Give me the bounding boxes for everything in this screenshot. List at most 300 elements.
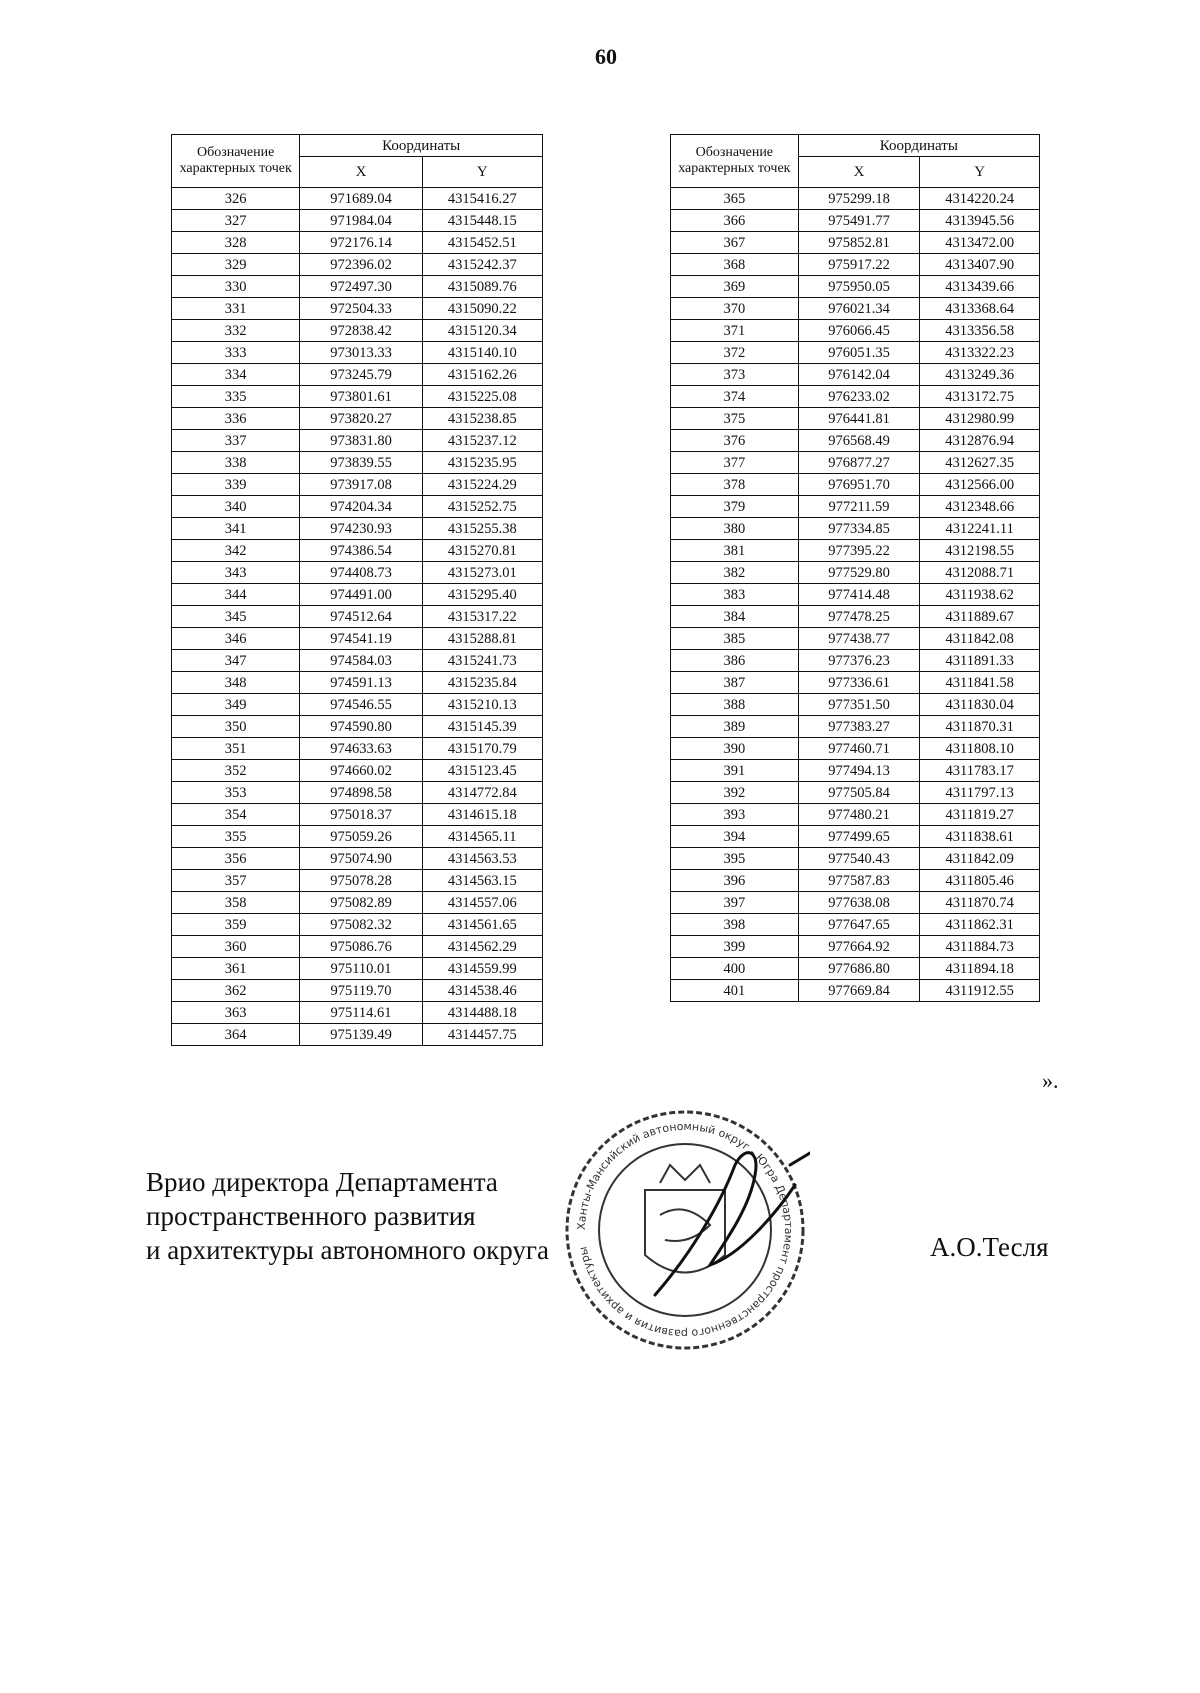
x-coordinate-cell: 975491.77 xyxy=(798,210,920,232)
table-row xyxy=(671,320,1040,342)
point-id-cell: 338 xyxy=(172,452,300,474)
point-id-cell: 367 xyxy=(671,232,799,254)
x-coordinate-cell: 975082.32 xyxy=(300,914,422,936)
header-coordinates: Координаты xyxy=(798,135,1039,157)
y-coordinate-cell: 4311912.55 xyxy=(920,980,1040,1002)
table-row xyxy=(172,188,543,210)
table-row xyxy=(671,826,1040,848)
point-id-cell: 384 xyxy=(671,606,799,628)
x-coordinate-cell: 972176.14 xyxy=(300,232,422,254)
header-y: Y xyxy=(422,157,542,188)
point-id-cell: 346 xyxy=(172,628,300,650)
point-id-cell: 326 xyxy=(172,188,300,210)
point-id-cell: 368 xyxy=(671,254,799,276)
table-row xyxy=(172,430,543,452)
point-id-cell: 359 xyxy=(172,914,300,936)
y-coordinate-cell: 4315162.26 xyxy=(422,364,542,386)
x-coordinate-cell: 977438.77 xyxy=(798,628,920,650)
y-coordinate-cell: 4311805.46 xyxy=(920,870,1040,892)
point-id-cell: 336 xyxy=(172,408,300,430)
table-row xyxy=(671,936,1040,958)
y-coordinate-cell: 4315145.39 xyxy=(422,716,542,738)
point-id-cell: 360 xyxy=(172,936,300,958)
table-row xyxy=(671,628,1040,650)
x-coordinate-cell: 975299.18 xyxy=(798,188,920,210)
x-coordinate-cell: 974204.34 xyxy=(300,496,422,518)
point-id-cell: 392 xyxy=(671,782,799,804)
y-coordinate-cell: 4312241.11 xyxy=(920,518,1040,540)
x-coordinate-cell: 973917.08 xyxy=(300,474,422,496)
table-body-left xyxy=(172,188,543,1046)
y-coordinate-cell: 4315140.10 xyxy=(422,342,542,364)
table-row xyxy=(671,386,1040,408)
point-id-cell: 363 xyxy=(172,1002,300,1024)
point-id-cell: 369 xyxy=(671,276,799,298)
point-id-cell: 331 xyxy=(172,298,300,320)
y-coordinate-cell: 4312566.00 xyxy=(920,474,1040,496)
point-id-cell: 372 xyxy=(671,342,799,364)
signature-title xyxy=(146,1165,549,1267)
x-coordinate-cell: 972497.30 xyxy=(300,276,422,298)
x-coordinate-cell: 974633.63 xyxy=(300,738,422,760)
table-row xyxy=(172,672,543,694)
y-coordinate-cell: 4312088.71 xyxy=(920,562,1040,584)
y-coordinate-cell: 4315089.76 xyxy=(422,276,542,298)
point-id-cell: 382 xyxy=(671,562,799,584)
y-coordinate-cell: 4314562.29 xyxy=(422,936,542,958)
point-id-cell: 327 xyxy=(172,210,300,232)
signer-name: А.О.Тесля xyxy=(930,1232,1049,1262)
table-row xyxy=(671,672,1040,694)
table-row xyxy=(172,826,543,848)
y-coordinate-cell: 4311891.33 xyxy=(920,650,1040,672)
y-coordinate-cell: 4314538.46 xyxy=(422,980,542,1002)
point-id-cell: 386 xyxy=(671,650,799,672)
point-id-cell: 395 xyxy=(671,848,799,870)
point-id-cell: 389 xyxy=(671,716,799,738)
table-row xyxy=(671,760,1040,782)
x-coordinate-cell: 977499.65 xyxy=(798,826,920,848)
y-coordinate-cell: 4314488.18 xyxy=(422,1002,542,1024)
table-row xyxy=(172,804,543,826)
point-id-cell: 357 xyxy=(172,870,300,892)
table-row xyxy=(172,452,543,474)
point-id-cell: 373 xyxy=(671,364,799,386)
x-coordinate-cell: 974512.64 xyxy=(300,606,422,628)
point-id-cell: 337 xyxy=(172,430,300,452)
y-coordinate-cell: 4315255.38 xyxy=(422,518,542,540)
table-row xyxy=(671,254,1040,276)
y-coordinate-cell: 4311808.10 xyxy=(920,738,1040,760)
x-coordinate-cell: 976233.02 xyxy=(798,386,920,408)
table-row xyxy=(671,782,1040,804)
y-coordinate-cell: 4315210.13 xyxy=(422,694,542,716)
table-row xyxy=(671,408,1040,430)
point-id-cell: 375 xyxy=(671,408,799,430)
y-coordinate-cell: 4312348.66 xyxy=(920,496,1040,518)
x-coordinate-cell: 977395.22 xyxy=(798,540,920,562)
x-coordinate-cell: 977505.84 xyxy=(798,782,920,804)
x-coordinate-cell: 975950.05 xyxy=(798,276,920,298)
point-id-cell: 335 xyxy=(172,386,300,408)
table-body-right xyxy=(671,188,1040,1002)
y-coordinate-cell: 4315123.45 xyxy=(422,760,542,782)
x-coordinate-cell: 977414.48 xyxy=(798,584,920,606)
table-row xyxy=(671,364,1040,386)
table-row xyxy=(671,804,1040,826)
x-coordinate-cell: 974541.19 xyxy=(300,628,422,650)
x-coordinate-cell: 976951.70 xyxy=(798,474,920,496)
table-row xyxy=(172,474,543,496)
table-row xyxy=(671,496,1040,518)
point-id-cell: 390 xyxy=(671,738,799,760)
y-coordinate-cell: 4313945.56 xyxy=(920,210,1040,232)
y-coordinate-cell: 4312876.94 xyxy=(920,430,1040,452)
table-row xyxy=(172,496,543,518)
svg-text:Ханты-Мансийский автономный ок xyxy=(575,1120,795,1340)
point-id-cell: 340 xyxy=(172,496,300,518)
table-row xyxy=(172,848,543,870)
y-coordinate-cell: 4312627.35 xyxy=(920,452,1040,474)
x-coordinate-cell: 974546.55 xyxy=(300,694,422,716)
x-coordinate-cell: 974386.54 xyxy=(300,540,422,562)
table-row xyxy=(671,914,1040,936)
point-id-cell: 354 xyxy=(172,804,300,826)
x-coordinate-cell: 977664.92 xyxy=(798,936,920,958)
x-coordinate-cell: 975078.28 xyxy=(300,870,422,892)
x-coordinate-cell: 975059.26 xyxy=(300,826,422,848)
table-row xyxy=(671,738,1040,760)
table-row xyxy=(172,276,543,298)
page-number: 60 xyxy=(595,44,617,69)
y-coordinate-cell: 4314457.75 xyxy=(422,1024,542,1046)
y-coordinate-cell: 4315242.37 xyxy=(422,254,542,276)
table-row xyxy=(172,716,543,738)
table-row xyxy=(671,716,1040,738)
y-coordinate-cell: 4315235.84 xyxy=(422,672,542,694)
table-row xyxy=(172,738,543,760)
table-row xyxy=(671,540,1040,562)
point-id-cell: 328 xyxy=(172,232,300,254)
y-coordinate-cell: 4315252.75 xyxy=(422,496,542,518)
table-row xyxy=(671,188,1040,210)
x-coordinate-cell: 975074.90 xyxy=(300,848,422,870)
y-coordinate-cell: 4312198.55 xyxy=(920,540,1040,562)
table-row xyxy=(172,936,543,958)
x-coordinate-cell: 977638.08 xyxy=(798,892,920,914)
table-row xyxy=(671,210,1040,232)
point-id-cell: 396 xyxy=(671,870,799,892)
table-row xyxy=(172,408,543,430)
point-id-cell: 361 xyxy=(172,958,300,980)
y-coordinate-cell: 4311870.74 xyxy=(920,892,1040,914)
point-id-cell: 388 xyxy=(671,694,799,716)
y-coordinate-cell: 4313439.66 xyxy=(920,276,1040,298)
coordinates-table-right xyxy=(670,134,1040,1002)
x-coordinate-cell: 974230.93 xyxy=(300,518,422,540)
table-row xyxy=(671,518,1040,540)
y-coordinate-cell: 4314561.65 xyxy=(422,914,542,936)
x-coordinate-cell: 975110.01 xyxy=(300,958,422,980)
table-row xyxy=(671,430,1040,452)
x-coordinate-cell: 977686.80 xyxy=(798,958,920,980)
header-y: Y xyxy=(920,157,1040,188)
y-coordinate-cell: 4313368.64 xyxy=(920,298,1040,320)
x-coordinate-cell: 972396.02 xyxy=(300,254,422,276)
y-coordinate-cell: 4313356.58 xyxy=(920,320,1040,342)
point-id-cell: 358 xyxy=(172,892,300,914)
y-coordinate-cell: 4313407.90 xyxy=(920,254,1040,276)
y-coordinate-cell: 4311870.31 xyxy=(920,716,1040,738)
x-coordinate-cell: 974591.13 xyxy=(300,672,422,694)
x-coordinate-cell: 975917.22 xyxy=(798,254,920,276)
point-id-cell: 353 xyxy=(172,782,300,804)
official-seal-stamp xyxy=(560,1105,810,1355)
y-coordinate-cell: 4314559.99 xyxy=(422,958,542,980)
point-id-cell: 362 xyxy=(172,980,300,1002)
y-coordinate-cell: 4314557.06 xyxy=(422,892,542,914)
y-coordinate-cell: 4315452.51 xyxy=(422,232,542,254)
table-row xyxy=(172,562,543,584)
x-coordinate-cell: 976021.34 xyxy=(798,298,920,320)
table-row xyxy=(671,870,1040,892)
y-coordinate-cell: 4313249.36 xyxy=(920,364,1040,386)
y-coordinate-cell: 4315238.85 xyxy=(422,408,542,430)
x-coordinate-cell: 977376.23 xyxy=(798,650,920,672)
x-coordinate-cell: 977529.80 xyxy=(798,562,920,584)
y-coordinate-cell: 4315273.01 xyxy=(422,562,542,584)
point-id-cell: 349 xyxy=(172,694,300,716)
header-point-label: Обозначение характерных точек xyxy=(172,135,300,188)
point-id-cell: 356 xyxy=(172,848,300,870)
point-id-cell: 381 xyxy=(671,540,799,562)
point-id-cell: 378 xyxy=(671,474,799,496)
point-id-cell: 383 xyxy=(671,584,799,606)
table-row xyxy=(172,760,543,782)
table-row xyxy=(172,298,543,320)
x-coordinate-cell: 971689.04 xyxy=(300,188,422,210)
table-row xyxy=(172,870,543,892)
x-coordinate-cell: 974590.80 xyxy=(300,716,422,738)
x-coordinate-cell: 971984.04 xyxy=(300,210,422,232)
point-id-cell: 355 xyxy=(172,826,300,848)
point-id-cell: 341 xyxy=(172,518,300,540)
y-coordinate-cell: 4315237.12 xyxy=(422,430,542,452)
y-coordinate-cell: 4311797.13 xyxy=(920,782,1040,804)
y-coordinate-cell: 4314772.84 xyxy=(422,782,542,804)
y-coordinate-cell: 4311783.17 xyxy=(920,760,1040,782)
table-row xyxy=(671,606,1040,628)
table-row xyxy=(172,606,543,628)
x-coordinate-cell: 975018.37 xyxy=(300,804,422,826)
point-id-cell: 385 xyxy=(671,628,799,650)
x-coordinate-cell: 973801.61 xyxy=(300,386,422,408)
x-coordinate-cell: 977460.71 xyxy=(798,738,920,760)
y-coordinate-cell: 4314220.24 xyxy=(920,188,1040,210)
point-id-cell: 365 xyxy=(671,188,799,210)
signature-title-line: пространственного развития xyxy=(146,1201,476,1231)
point-id-cell: 339 xyxy=(172,474,300,496)
table-row xyxy=(671,452,1040,474)
stamp-lettering: Ханты-Мансийский автономный округ - Югра Департамент пространственного развития и архитектуры xyxy=(574,1119,796,1341)
table-row xyxy=(172,518,543,540)
x-coordinate-cell: 972504.33 xyxy=(300,298,422,320)
table-row xyxy=(172,342,543,364)
y-coordinate-cell: 4315288.81 xyxy=(422,628,542,650)
point-id-cell: 364 xyxy=(172,1024,300,1046)
table-row xyxy=(172,386,543,408)
y-coordinate-cell: 4311830.04 xyxy=(920,694,1040,716)
x-coordinate-cell: 974408.73 xyxy=(300,562,422,584)
x-coordinate-cell: 974584.03 xyxy=(300,650,422,672)
y-coordinate-cell: 4313472.00 xyxy=(920,232,1040,254)
y-coordinate-cell: 4315170.79 xyxy=(422,738,542,760)
x-coordinate-cell: 973245.79 xyxy=(300,364,422,386)
point-id-cell: 330 xyxy=(172,276,300,298)
table-row xyxy=(671,980,1040,1002)
y-coordinate-cell: 4315317.22 xyxy=(422,606,542,628)
y-coordinate-cell: 4315241.73 xyxy=(422,650,542,672)
x-coordinate-cell: 977540.43 xyxy=(798,848,920,870)
x-coordinate-cell: 977334.85 xyxy=(798,518,920,540)
header-point-label: Обозначение характерных точек xyxy=(671,135,799,188)
x-coordinate-cell: 977587.83 xyxy=(798,870,920,892)
x-coordinate-cell: 976441.81 xyxy=(798,408,920,430)
table-row xyxy=(172,694,543,716)
x-coordinate-cell: 974898.58 xyxy=(300,782,422,804)
y-coordinate-cell: 4311889.67 xyxy=(920,606,1040,628)
y-coordinate-cell: 4315090.22 xyxy=(422,298,542,320)
table-row xyxy=(671,276,1040,298)
x-coordinate-cell: 973013.33 xyxy=(300,342,422,364)
x-coordinate-cell: 977478.25 xyxy=(798,606,920,628)
x-coordinate-cell: 976051.35 xyxy=(798,342,920,364)
y-coordinate-cell: 4314563.53 xyxy=(422,848,542,870)
table-row xyxy=(671,958,1040,980)
point-id-cell: 342 xyxy=(172,540,300,562)
y-coordinate-cell: 4313172.75 xyxy=(920,386,1040,408)
table-row xyxy=(671,694,1040,716)
x-coordinate-cell: 973831.80 xyxy=(300,430,422,452)
point-id-cell: 400 xyxy=(671,958,799,980)
x-coordinate-cell: 975086.76 xyxy=(300,936,422,958)
table-row xyxy=(172,892,543,914)
y-coordinate-cell: 4315235.95 xyxy=(422,452,542,474)
point-id-cell: 370 xyxy=(671,298,799,320)
x-coordinate-cell: 976877.27 xyxy=(798,452,920,474)
y-coordinate-cell: 4311862.31 xyxy=(920,914,1040,936)
x-coordinate-cell: 973839.55 xyxy=(300,452,422,474)
header-coordinates: Координаты xyxy=(300,135,543,157)
x-coordinate-cell: 975139.49 xyxy=(300,1024,422,1046)
point-id-cell: 332 xyxy=(172,320,300,342)
y-coordinate-cell: 4311819.27 xyxy=(920,804,1040,826)
y-coordinate-cell: 4315225.08 xyxy=(422,386,542,408)
header-x: X xyxy=(798,157,920,188)
x-coordinate-cell: 975114.61 xyxy=(300,1002,422,1024)
point-id-cell: 393 xyxy=(671,804,799,826)
y-coordinate-cell: 4311938.62 xyxy=(920,584,1040,606)
y-coordinate-cell: 4312980.99 xyxy=(920,408,1040,430)
point-id-cell: 343 xyxy=(172,562,300,584)
header-x: X xyxy=(300,157,422,188)
point-id-cell: 329 xyxy=(172,254,300,276)
point-id-cell: 350 xyxy=(172,716,300,738)
y-coordinate-cell: 4315295.40 xyxy=(422,584,542,606)
point-id-cell: 387 xyxy=(671,672,799,694)
y-coordinate-cell: 4311838.61 xyxy=(920,826,1040,848)
y-coordinate-cell: 4311842.09 xyxy=(920,848,1040,870)
table-row xyxy=(671,892,1040,914)
table-row xyxy=(671,342,1040,364)
y-coordinate-cell: 4311841.58 xyxy=(920,672,1040,694)
closing-quote: ». xyxy=(1042,1068,1059,1093)
table-row xyxy=(172,364,543,386)
point-id-cell: 351 xyxy=(172,738,300,760)
point-id-cell: 344 xyxy=(172,584,300,606)
table-row xyxy=(172,584,543,606)
x-coordinate-cell: 977211.59 xyxy=(798,496,920,518)
point-id-cell: 379 xyxy=(671,496,799,518)
y-coordinate-cell: 4311884.73 xyxy=(920,936,1040,958)
table-row xyxy=(172,232,543,254)
point-id-cell: 398 xyxy=(671,914,799,936)
table-row xyxy=(172,1002,543,1024)
table-row xyxy=(172,980,543,1002)
x-coordinate-cell: 972838.42 xyxy=(300,320,422,342)
point-id-cell: 376 xyxy=(671,430,799,452)
y-coordinate-cell: 4315120.34 xyxy=(422,320,542,342)
point-id-cell: 334 xyxy=(172,364,300,386)
table-row xyxy=(172,650,543,672)
table-row xyxy=(671,584,1040,606)
table-row xyxy=(671,474,1040,496)
y-coordinate-cell: 4314563.15 xyxy=(422,870,542,892)
y-coordinate-cell: 4315448.15 xyxy=(422,210,542,232)
point-id-cell: 345 xyxy=(172,606,300,628)
x-coordinate-cell: 977647.65 xyxy=(798,914,920,936)
point-id-cell: 394 xyxy=(671,826,799,848)
table-row xyxy=(172,540,543,562)
point-id-cell: 374 xyxy=(671,386,799,408)
table-row xyxy=(671,232,1040,254)
table-row xyxy=(172,254,543,276)
point-id-cell: 401 xyxy=(671,980,799,1002)
table-row xyxy=(671,562,1040,584)
x-coordinate-cell: 976066.45 xyxy=(798,320,920,342)
point-id-cell: 371 xyxy=(671,320,799,342)
table-row xyxy=(671,848,1040,870)
y-coordinate-cell: 4313322.23 xyxy=(920,342,1040,364)
point-id-cell: 397 xyxy=(671,892,799,914)
x-coordinate-cell: 975119.70 xyxy=(300,980,422,1002)
table-row xyxy=(172,320,543,342)
x-coordinate-cell: 977351.50 xyxy=(798,694,920,716)
y-coordinate-cell: 4315270.81 xyxy=(422,540,542,562)
x-coordinate-cell: 975082.89 xyxy=(300,892,422,914)
y-coordinate-cell: 4311894.18 xyxy=(920,958,1040,980)
point-id-cell: 399 xyxy=(671,936,799,958)
x-coordinate-cell: 975852.81 xyxy=(798,232,920,254)
table-row xyxy=(172,782,543,804)
x-coordinate-cell: 976142.04 xyxy=(798,364,920,386)
x-coordinate-cell: 977383.27 xyxy=(798,716,920,738)
point-id-cell: 366 xyxy=(671,210,799,232)
x-coordinate-cell: 977494.13 xyxy=(798,760,920,782)
y-coordinate-cell: 4314615.18 xyxy=(422,804,542,826)
point-id-cell: 347 xyxy=(172,650,300,672)
point-id-cell: 380 xyxy=(671,518,799,540)
